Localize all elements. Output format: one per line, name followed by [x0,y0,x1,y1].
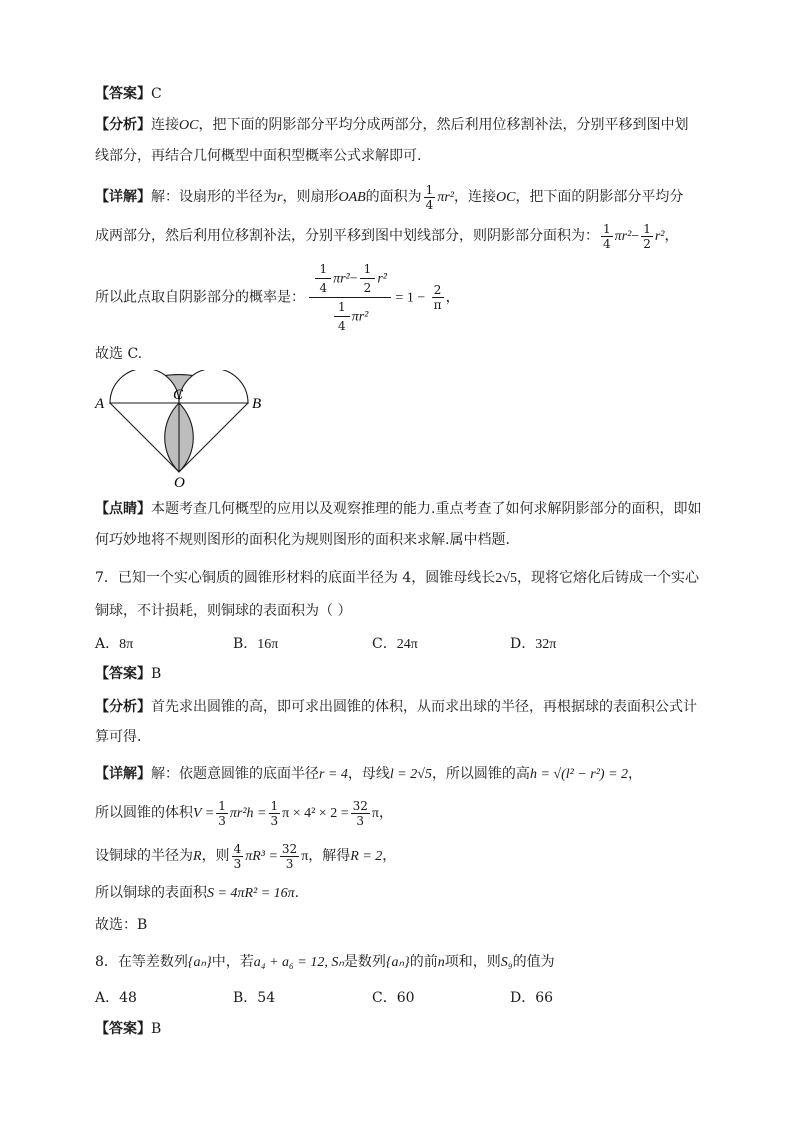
q6-detail-oab: OAB [338,190,366,205]
q7-detail-line-3: 设铜球的半径为R，则 $\frac{4}{3}$ πR³ = $\frac{32}{3}$ π，解得R = 2， [95,841,397,871]
label-a: A [95,396,105,412]
q7-analysis-text: 首先求出圆锥的高，即可求出圆锥的体积，从而求出球的半径，再根据球的表面积公式计 [151,699,697,715]
analysis-label: 【分析】 [95,117,151,133]
label-b: B [252,396,262,412]
q7-option-b[interactable]: B．16π [233,636,279,652]
term-r-squared: r² [654,229,665,244]
probability-fraction [309,262,391,333]
q7-answer-value: B [151,666,162,682]
q6-analysis-text-b: ，把下面的阴影部分平均分成两部分，然后利用位移割补法，分别平移到图中划 [198,117,689,133]
q7-answer-line [95,664,161,684]
q6-conclusion: 故选 C. [95,346,143,362]
sector-diagram [90,370,270,490]
q7-conclusion: 故选：B [95,917,148,933]
q8-option-b[interactable]: B．54 [233,990,276,1006]
q6-detail-text-a: 解：设扇形的半径为 [151,189,277,205]
q6-detail-text-b: ，则扇形 [282,189,339,205]
q8-option-d[interactable]: D．66 [510,990,554,1006]
answer-label: 【答案】 [95,1021,151,1037]
comma: ， [445,289,460,306]
q8-stem: 8．在等差数列{aₙ}中，若a₄ + a₆ = 12, Sₙ是数列{aₙ}的前n项和，则S₉的值为 [95,954,555,970]
label-o: O [174,475,185,490]
q6-comment-line-2: 何巧妙地将不规则图形的面积化为规则图形的面积来求解.属中档题. [95,532,510,548]
q6-answer-value: C [151,86,162,102]
q8-option-c[interactable]: C．60 [372,990,415,1006]
q7-stem-text-b: ，现将它熔化后铸成一个实心 [516,570,699,586]
q7-slant: l = 2√5 [389,767,432,782]
q7-slant-height: 2√5 [495,571,517,586]
answer-label: 【答案】 [95,86,151,102]
q7-surface-area: S = 4πR² = 16π [207,886,295,901]
q7-detail-line-2: 所以圆锥的体积V = $\frac{1}{3}$ πr²h = $\frac{1}{3}$ π × 4² × 2 = $\frac{32}{3}$ π， [95,798,393,828]
q7-option-d[interactable]: D．32π [510,636,557,652]
q6-detail-line-1 [95,180,683,214]
q7-option-c[interactable]: C．24π [372,636,418,652]
fraction-quarter: $\frac{1}{4}$ [425,182,434,212]
q7-stem-line-1 [95,568,699,589]
q7-stem-line-2: 铜球，不计损耗，则铜球的表面积为（ ） [95,603,352,619]
q6-detail-l3-text: 所以此点取自阴影部分的概率是： [95,289,305,306]
q6-analysis-text: 连接 [151,117,179,133]
q7-radius: r = 4 [319,767,348,782]
q8-answer-value: B [151,1021,162,1037]
q6-detail-r: r [277,190,283,205]
q7-detail-line-1: 【详解】解：依题意圆锥的底面半径r = 4，母线l = 2√5，所以圆锥的高h = √(l² − r²) = 2， [95,766,643,782]
q6-analysis-oc: OC [179,118,199,133]
answer-label: 【答案】 [95,666,151,682]
q6-detail-line-2 [95,219,679,253]
fraction-half: $\frac{1}{2}$ [643,221,651,251]
q6-detail-text-c: 的面积为 [365,189,422,205]
q6-comment-line-1 [95,499,701,519]
probability-numerator: $\frac{1}{4}$ πr²− $\frac{1}{2}$ r² [309,262,391,298]
q7-analysis-line-1 [95,697,697,717]
q6-answer-line [95,84,162,104]
q7-analysis-line-2: 算可得. [95,729,142,745]
detail-label: 【详解】 [95,189,151,205]
q6-detail-l2-text: 成两部分，然后利用位移割补法，分别平移到图中划线部分，则阴影部分面积为： [95,228,599,244]
q6-detail-oc: OC [495,190,516,205]
analysis-label: 【分析】 [95,699,151,715]
q6-sector-area: πr² [437,190,454,205]
detail-label: 【详解】 [95,766,151,782]
q8-option-a[interactable]: A．48 [95,990,137,1006]
q7-height: h = √(l² − r²) = 2 [529,767,629,782]
probability-equals: = 1 − [395,290,426,306]
q7-detail-line-4: 所以铜球的表面积S = 4πR² = 16π. [95,885,300,901]
probability-denominator: $\frac{1}{4}$ πr² [309,298,391,333]
comment-label: 【点睛】 [95,501,151,517]
q6-detail-text-d: ，连接 [453,189,496,205]
fraction-quarter: $\frac{1}{4}$ [603,221,611,251]
q6-analysis-line-1 [95,115,688,136]
fraction-two-over-pi: $\frac{2}{\pi}$ [433,283,442,312]
term-pi-r-squared: πr² [614,229,632,244]
label-c: C [173,387,184,403]
q6-analysis-line-2: 线部分，再结合几何概型中面积型概率公式求解即可. [95,148,422,164]
q6-comment-text: 本题考查几何概型的应用以及观察推理的能力.重点考查了如何求解阴影部分的面积，即如 [151,501,702,517]
q6-detail-text-e: ，把下面的阴影部分平均分 [515,189,684,205]
comma: ， [664,228,679,244]
q6-detail-line-3 [95,262,460,332]
q7-stem-text-a: 7．已知一个实心铜质的圆锥形材料的底面半径为 4，圆锥母线长 [95,570,496,586]
q8-answer-line [95,1019,161,1039]
minus-sign: − [631,229,640,244]
q7-option-a[interactable]: A．8π [95,636,134,652]
q7-volume-v: V = [193,806,215,821]
